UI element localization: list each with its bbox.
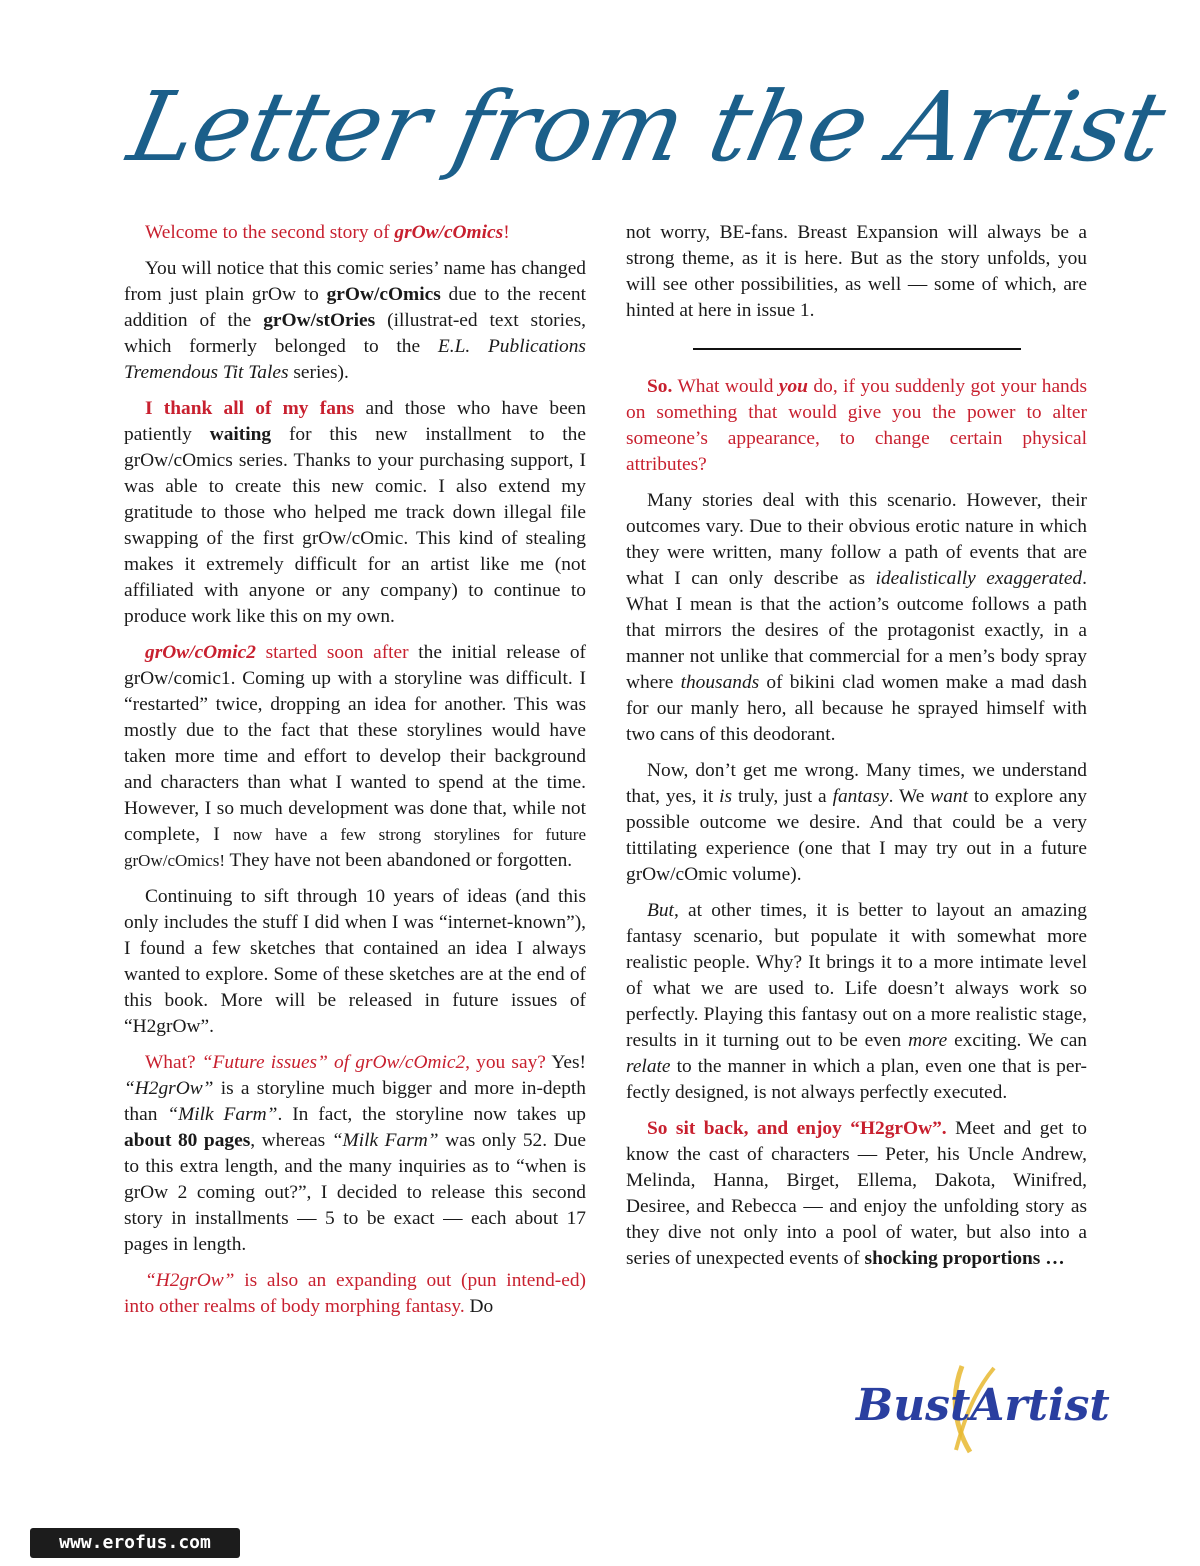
left-column: [124, 220, 586, 1330]
paragraph-welcome: Welcome to the second story of grOw/cOmics!: [145, 222, 510, 243]
section-divider: [693, 348, 1021, 350]
paragraph-expanding-out: “H2grOw” is also an expanding out (pun intend-ed) into other realms of body morphing fantasy. Do: [124, 1270, 586, 1317]
paragraph-what-would-you-do: So. What would you do, if you suddenly got your hands on something that would give you the power to alter someone’s appearance, to change certain physical attributes?: [626, 376, 1087, 475]
paragraph-future-issues: What? “Future issues” of grOw/cOmic2, you say? Yes! “H2grOw” is a storyline much bigger and more in-depth than “Milk Farm”. In fact, the storyline now takes up about 80 pages, whereas “Milk Farm” was only 52. Due to this extra length, and the many inquiries as to “when is grOw 2 coming out?”, I decided to release this second story in installments — 5 to be exact — each about 17 pages in length.: [124, 1052, 586, 1255]
paragraph-be-fans: not worry, BE-fans. Breast Expansion will always be a strong theme, as it is here. But as the story unfolds, you will see other possibilities, as well — some of which, are hinted at here in issue 1.: [626, 222, 1087, 321]
paragraph-series-name: You will notice that this comic series’ name has changed from just plain grOw to grOw/cOmics due to the recent addition of the grOw/stOries (illustrat-ed text stories, which formerly belonged to the E.L. Publications Tremendous Tit Tales series).: [124, 258, 586, 383]
signature-text: BustArtist: [856, 1380, 1110, 1431]
paragraph-scenario: Many stories deal with this scenario. However, their outcomes vary. Due to their obvious erotic nature in which they were written, many follow a path of events that are what I can only describe as idealistically exaggerated. What I mean is that the action’s outcome follows a path that mirrors the desires of the protagonist exactly, in a manner not unlike that commercial for a men’s body spray where thousands of bikini clad women make a mad dash for our manly hero, all because he sprayed himself with two cans of this deodorant.: [626, 490, 1087, 745]
footer-url: www.erofus.com: [30, 1528, 240, 1558]
paragraph-realistic-people: But, at other times, it is better to layout an amazing fantasy scenario, but populate it with somewhat more realistic people. Why? It brings it to a more intimate level of what we are used to. Life doesn’t always work so perfectly. Playing this fantasy out on a more realistic stage, results in it turning out to be even more exciting. We can relate to the manner in which a plan, even one that is per-fectly designed, is not always perfectly executed.: [626, 900, 1087, 1103]
paragraph-sift-ideas: Continuing to sift through 10 years of ideas (and this only includes the stuff I did when I was “internet-known”), I found a few sketches that contained an idea I always wanted to explore. Some of these sketches are at the end of this book. More will be released in future issues of “H2grOw”.: [124, 886, 586, 1037]
bustartist-signature-logo: [852, 1362, 1110, 1454]
paragraph-dont-get-me-wrong: Now, don’t get me wrong. Many times, we understand that, yes, it is truly, just a fantasy. We want to explore any possible outcome we desire. And that could be a very tittilating experience (one that I may try out in a future grOw/cOmic volume).: [626, 760, 1087, 885]
page-title: Letter from the Artist: [119, 71, 1174, 183]
paragraph-enjoy: So sit back, and enjoy “H2grOw”. Meet and get to know the cast of characters — Peter, his Uncle Andrew, Melinda, Hanna, Birget, Ellema, Dakota, Winifred, Desiree, and Rebecca — and enjoy the unfolding story as they dive not only into a pool of water, but also into a series of unexpected events of shocking proportions …: [626, 1118, 1087, 1269]
paragraph-thanks-fans: I thank all of my fans and those who have been patiently waiting for this new installment to the grOw/cOmics series. Thanks to your purchasing support, I was able to create this new comic. I also extend my gratitude to those who helped me track down illegal file swapping of the first grOw/cOmic. This kind of stealing makes it extremely difficult for an artist like me (not affiliated with anyone or any company) to continue to produce work like this on my own.: [124, 398, 586, 627]
right-column: [626, 220, 1087, 1282]
paragraph-grow-comic2: grOw/cOmic2 started soon after the initial release of grOw/comic1. Coming up with a storyline was difficult. I “restarted” twice, dropping an idea for another. This was mostly due to the fact that these storylines would have taken more time and effort to develop their background and characters than what I wanted to spend at the time. However, I so much development was done that, while not complete, I now have a few strong storylines for future grOw/cOmics! They have not been abandoned or forgotten.: [124, 642, 586, 871]
